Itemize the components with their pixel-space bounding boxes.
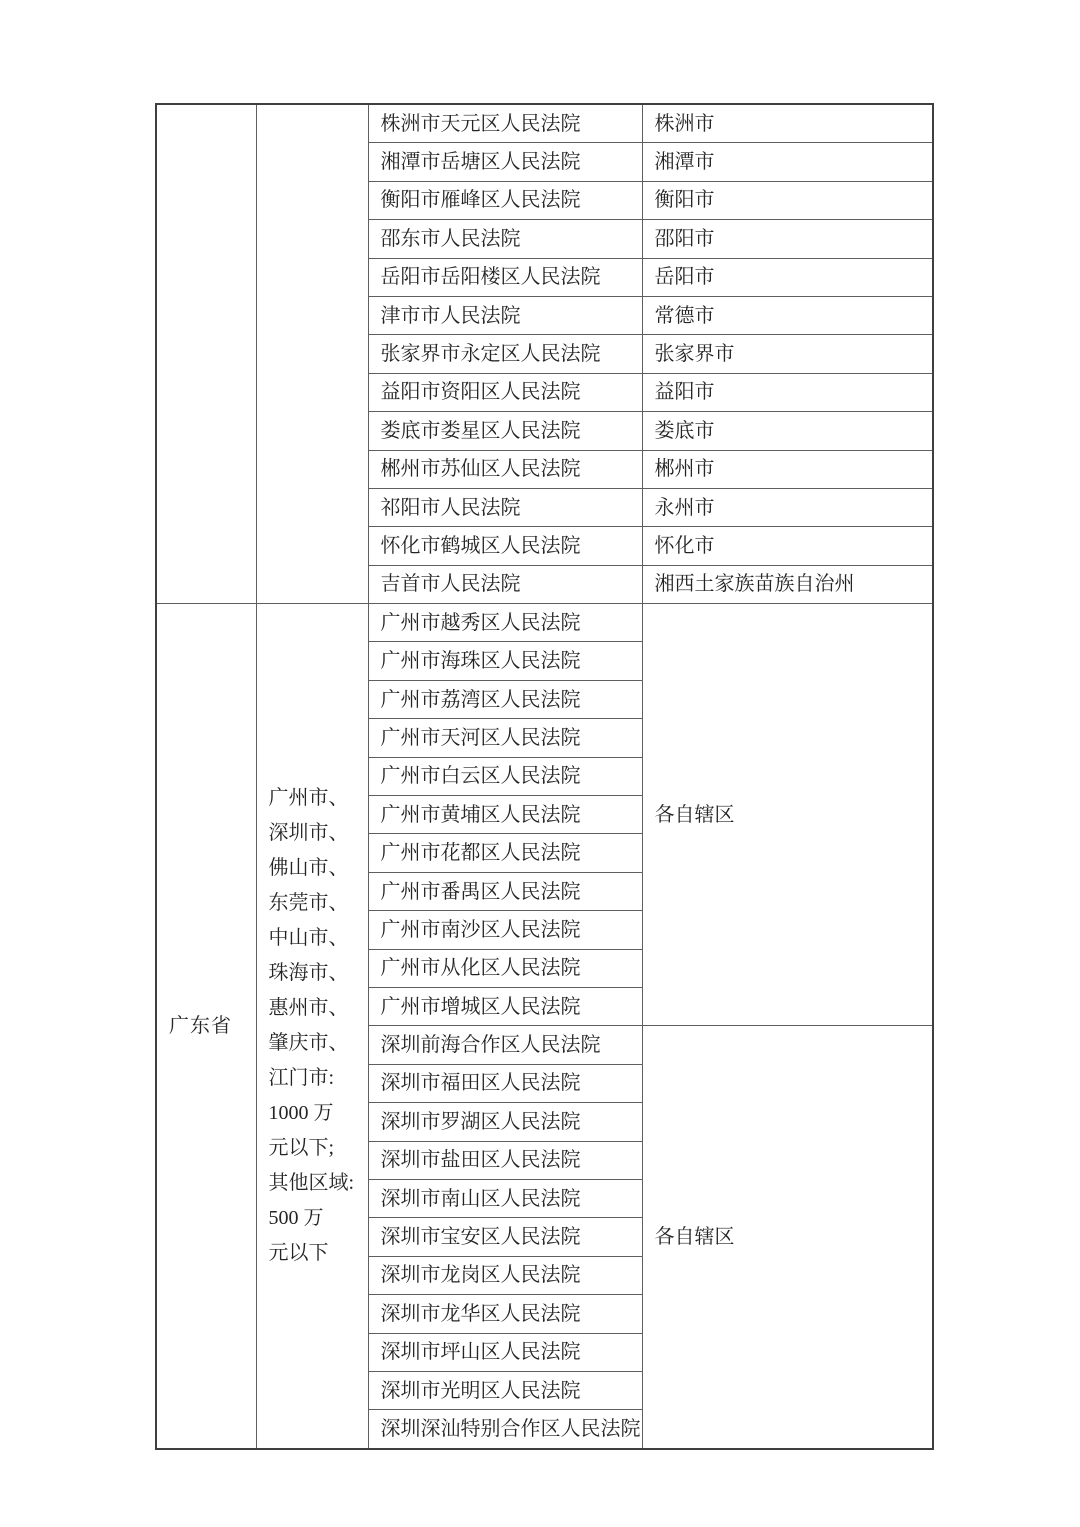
threshold-line: 珠海市、 <box>268 961 349 984</box>
threshold-line: 肇庆市、 <box>268 1031 349 1054</box>
court-cell: 株洲市天元区人民法院 <box>368 104 642 143</box>
court-cell: 祁阳市人民法院 <box>368 488 642 526</box>
jurisdiction-cell: 衡阳市 <box>642 181 933 219</box>
court-cell: 广州市越秀区人民法院 <box>368 604 642 642</box>
court-cell: 深圳市宝安区人民法院 <box>368 1218 642 1256</box>
jurisdiction-cell: 岳阳市 <box>642 258 933 296</box>
court-cell: 广州市海珠区人民法院 <box>368 642 642 680</box>
jurisdiction-table-wrap <box>155 103 934 1450</box>
court-cell: 广州市花都区人民法院 <box>368 834 642 872</box>
court-cell: 深圳市龙岗区人民法院 <box>368 1256 642 1294</box>
court-cell: 广州市黄埔区人民法院 <box>368 796 642 834</box>
court-cell: 张家界市永定区人民法院 <box>368 335 642 373</box>
court-cell: 郴州市苏仙区人民法院 <box>368 450 642 488</box>
court-cell: 深圳市龙华区人民法院 <box>368 1295 642 1333</box>
threshold-cell <box>256 604 368 1449</box>
court-cell: 深圳市光明区人民法院 <box>368 1371 642 1409</box>
court-cell: 津市市人民法院 <box>368 296 642 334</box>
court-cell: 广州市天河区人民法院 <box>368 719 642 757</box>
court-cell: 深圳市盐田区人民法院 <box>368 1141 642 1179</box>
jurisdiction-cell: 永州市 <box>642 488 933 526</box>
court-cell: 邵东市人民法院 <box>368 220 642 258</box>
court-cell: 深圳市福田区人民法院 <box>368 1064 642 1102</box>
court-cell: 怀化市鹤城区人民法院 <box>368 527 642 565</box>
jurisdiction-cell-merged: 各自辖区 <box>642 1026 933 1449</box>
court-cell: 深圳市南山区人民法院 <box>368 1179 642 1217</box>
court-cell: 广州市南沙区人民法院 <box>368 911 642 949</box>
threshold-line: 东莞市、 <box>268 891 349 914</box>
threshold-line: 广州市、 <box>268 786 349 809</box>
province-cell-empty <box>156 104 256 604</box>
threshold-line: 江门市: <box>268 1066 335 1089</box>
jurisdiction-cell: 张家界市 <box>642 335 933 373</box>
court-cell: 广州市增城区人民法院 <box>368 987 642 1025</box>
jurisdiction-cell: 湘潭市 <box>642 143 933 181</box>
threshold-line: 中山市、 <box>268 926 349 949</box>
threshold-line: 惠州市、 <box>268 996 349 1019</box>
court-cell: 深圳市罗湖区人民法院 <box>368 1103 642 1141</box>
court-cell: 益阳市资阳区人民法院 <box>368 373 642 411</box>
court-cell: 吉首市人民法院 <box>368 565 642 603</box>
jurisdiction-cell: 湘西土家族苗族自治州 <box>642 565 933 603</box>
jurisdiction-table <box>155 103 934 1450</box>
court-cell: 广州市白云区人民法院 <box>368 757 642 795</box>
jurisdiction-cell: 娄底市 <box>642 412 933 450</box>
court-cell: 湘潭市岳塘区人民法院 <box>368 143 642 181</box>
court-cell: 深圳深汕特别合作区人民法院 <box>368 1410 642 1449</box>
court-cell: 岳阳市岳阳楼区人民法院 <box>368 258 642 296</box>
threshold-cell-empty <box>256 104 368 604</box>
table-row <box>156 604 933 642</box>
court-cell: 深圳市坪山区人民法院 <box>368 1333 642 1371</box>
jurisdiction-cell-merged: 各自辖区 <box>642 604 933 1026</box>
jurisdiction-cell: 郴州市 <box>642 450 933 488</box>
jurisdiction-cell: 常德市 <box>642 296 933 334</box>
jurisdiction-cell: 邵阳市 <box>642 220 933 258</box>
threshold-line: 元以下; <box>268 1136 335 1159</box>
jurisdiction-cell: 株洲市 <box>642 104 933 143</box>
threshold-line: 元以下 <box>268 1241 329 1264</box>
threshold-line: 深圳市、 <box>268 821 349 844</box>
court-cell: 深圳前海合作区人民法院 <box>368 1026 642 1064</box>
court-cell: 广州市番禺区人民法院 <box>368 872 642 910</box>
jurisdiction-cell: 怀化市 <box>642 527 933 565</box>
threshold-line: 1000 万 <box>268 1101 334 1124</box>
threshold-line: 500 万 <box>268 1206 324 1229</box>
threshold-line: 其他区域: <box>268 1171 355 1194</box>
court-cell: 广州市荔湾区人民法院 <box>368 680 642 718</box>
table-row <box>156 104 933 143</box>
court-cell: 广州市从化区人民法院 <box>368 949 642 987</box>
court-cell: 衡阳市雁峰区人民法院 <box>368 181 642 219</box>
jurisdiction-cell: 益阳市 <box>642 373 933 411</box>
province-cell: 广东省 <box>156 604 256 1449</box>
threshold-line: 佛山市、 <box>268 856 349 879</box>
court-cell: 娄底市娄星区人民法院 <box>368 412 642 450</box>
